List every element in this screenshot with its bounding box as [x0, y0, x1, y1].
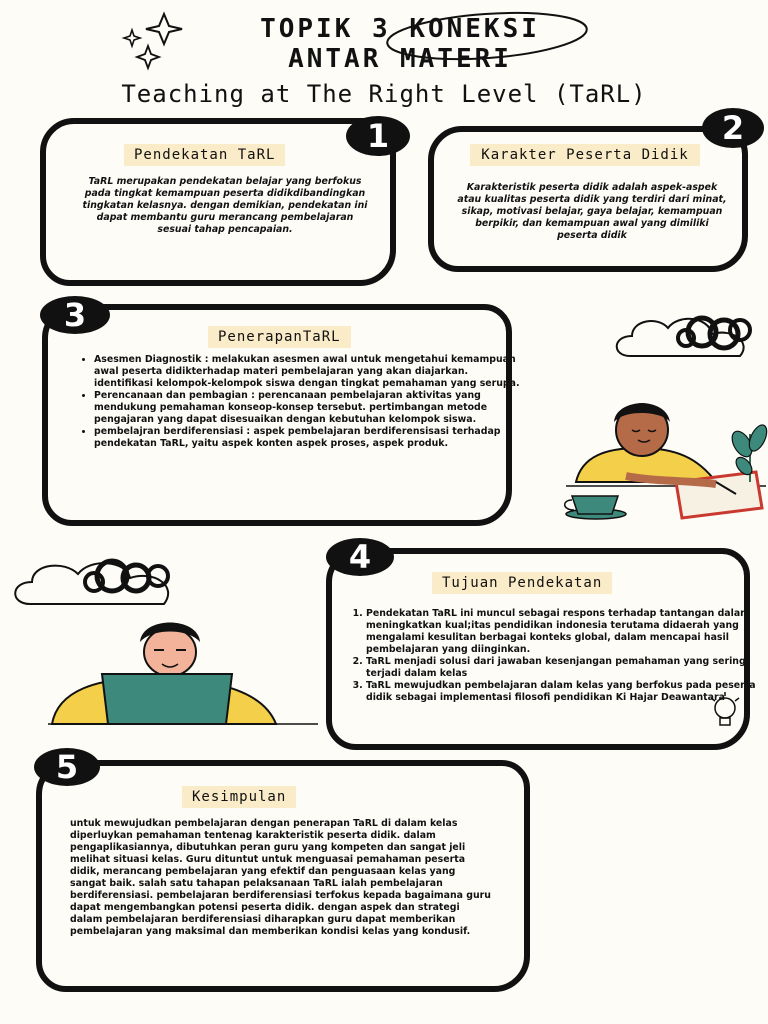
page-subtitle: Teaching at The Right Level (TaRL)	[121, 80, 647, 108]
list-item: 3. TaRL mewujudkan pembelajaran dalam kelas yang berfokus pada peserta didik sebagai implementasi filosofi pendidikan Ki Hajar Deawantara	[366, 680, 758, 704]
section-heading: Kesimpulan	[182, 786, 296, 808]
section-text: untuk mewujudkan pembelajaran dengan penerapan TaRL di dalam kelas diperluykan pemahaman tentenag karakteristik peserta didik. dalam pengaplikasiannya, dibutuhkan peran guru yang kompeten dan sangat jeli melihat situasi kelas. Guru dituntut untuk menguasai pemahaman peserta didik, merancang pembelajaran yang efektif dan penguasaan kelas yang sangat baik. salah satu tahapan pelaksanaan TaRL ialah pembelajaran berdiferensiasi. pembelajaran berdiferensiasi terfokus kepada bagaimana guru dapat mengembangkan potensi peserta didik. dengan aspek dan strategi dalam pembelajaran berdiferensiasi diharapkan guru dapat memberikan pembelajaran yang maksimal dan memberikan kondisi kelas yang kondusif.	[70, 818, 491, 937]
card-pendekatan-tarl	[40, 118, 396, 286]
mug-icon	[560, 492, 630, 522]
card-tujuan-pendekatan	[326, 548, 756, 750]
list-item: • pembelajran berdiferensiasi : aspek pembelajaran berdiferensisasi terhadap pendekatan TaRL, yaitu aspek konten aspek proses, aspek produk.	[94, 426, 524, 450]
card-kesimpulan	[36, 760, 530, 992]
lightbulb-icon	[708, 692, 742, 732]
list-item: • Perencanaan dan pembagian : perencanaan pembelajaran aktivitas yang mendukung pemahaman konseop-konsep tersebut. pertimbangan metode pengajaran yang dapat disesuaikan dengan kebutuhan kelompok siswa.	[94, 390, 524, 426]
section-list	[76, 354, 524, 450]
list-item: • Asesmen Diagnostik : melakukan asesmen awal untuk mengetahui kemampuan awal peserta didikterhadap materi pembelajaran yang akan diajarkan. identifikasi kelompok-kelompok siswa dengan tingkat pemahaman yang serupa.	[94, 354, 524, 390]
section-number-badge: 1	[346, 116, 410, 156]
section-number-badge: 5	[34, 748, 100, 786]
plant-icon	[730, 414, 768, 484]
section-list	[350, 608, 758, 704]
section-heading: Karakter Peserta Didik	[470, 144, 700, 166]
card-penerapan-tarl	[42, 304, 520, 526]
section-text: Karakteristik peserta didik adalah aspek-aspek atau kualitas peserta didik yang terdiri dari minat, sikap, motivasi belajar, gaya belajar, kemampuan berpikir, dan kemampuan awal yang dimiliki peserta didik	[457, 182, 727, 241]
list-item: 2. TaRL menjadi solusi dari jawaban kesenjangan pemahaman yang sering terjadi dalam kelas	[366, 656, 758, 680]
section-heading: Tujuan Pendekatan	[432, 572, 612, 594]
section-heading: PenerapanTaRL	[208, 326, 351, 348]
section-number-badge: 4	[326, 538, 394, 576]
section-heading: Pendekatan TaRL	[124, 144, 285, 166]
title-line-2: ANTAR MATERI	[288, 44, 512, 74]
student-laptop-illustration	[48, 620, 318, 730]
section-text: TaRL merupakan pendekatan belajar yang berfokus pada tingkat kemampuan peserta didikdibandingkan tingkatan kelasnya. dengan demikian, pendekatan ini dapat membantu guru merancang pembelajaran sesuai tahap pencapaian.	[82, 176, 368, 235]
title-line-1: TOPIK 3 KONEKSI	[260, 14, 540, 44]
card-karakter-peserta-didik	[428, 126, 748, 272]
cloud-scribble-icon	[612, 312, 762, 372]
section-number-badge: 2	[702, 108, 764, 148]
cloud-scribble-icon	[8, 554, 188, 614]
list-item: 1. Pendekatan TaRL ini muncul sebagai respons terhadap tantangan dalam meningkatkan kual;itas pendidikan indonesia terutama didaerah yang mengalami kesulitan berbagai konteks global, dalam mencapai hasil pembelajaran yang diinginkan.	[366, 608, 758, 656]
section-number-badge: 3	[40, 296, 110, 334]
sparkle-icon	[120, 12, 200, 72]
page-title	[190, 14, 610, 74]
